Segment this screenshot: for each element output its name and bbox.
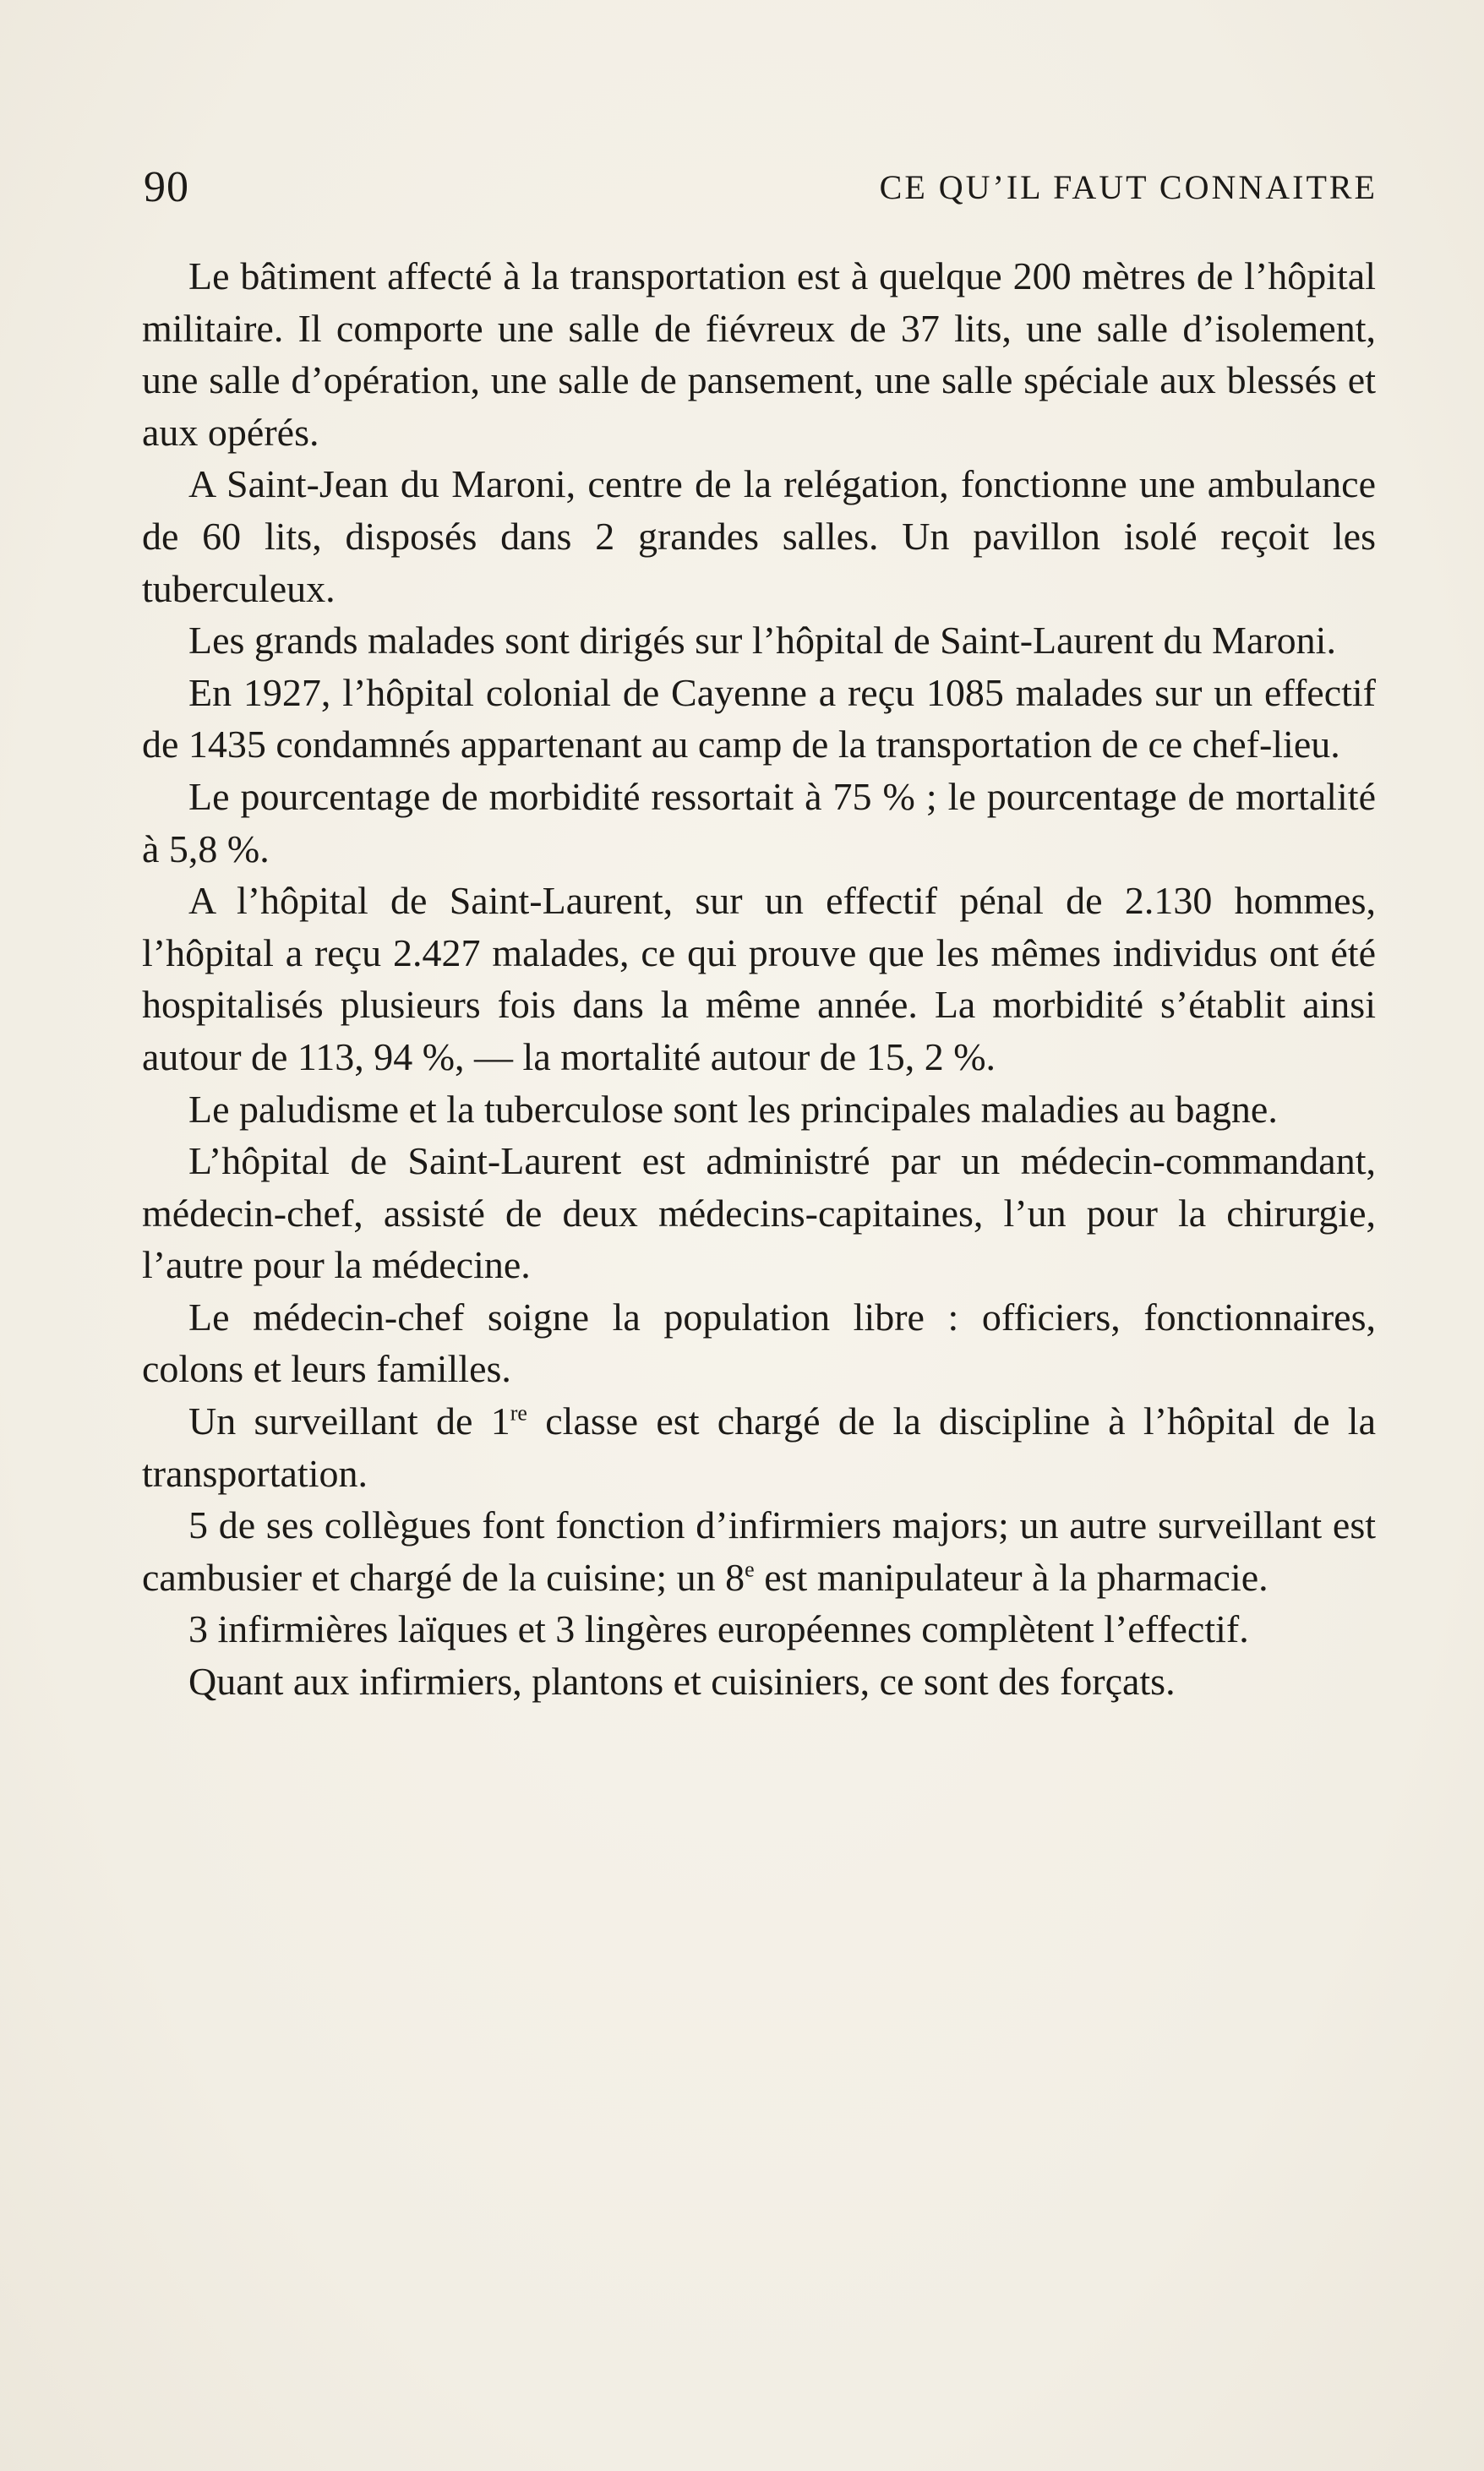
paragraph-text: classe est chargé de la discipline à l’hôpital de la transportation. — [142, 1399, 1377, 1495]
page-header — [144, 162, 1378, 213]
paragraph: L’hôpital de Saint-Laurent est administré par un médecin-commandant, médecin-chef, assisté de deux médecins-capitaines, l’un pour la chirurgie, l’autre pour la médecine. — [142, 1139, 1376, 1287]
paragraph — [142, 1499, 1376, 1603]
paragraph: 3 infirmières laïques et 3 lingères européennes complètent l’effectif. — [188, 1607, 1249, 1651]
paragraph: En 1927, l’hôpital colonial de Cayenne a reçu 1085 malades sur un effectif de 1435 condamnés appartenant au camp de la transportation de ce chef-lieu. — [142, 670, 1376, 766]
paragraph: Le paludisme et la tuberculose sont les principales maladies au bagne. — [188, 1087, 1278, 1131]
paragraph — [142, 1395, 1376, 1499]
paragraph: Le médecin-chef soigne la population libre : officiers, fonctionnaires, colons et leurs familles. — [142, 1295, 1376, 1391]
paragraph-text: est manipulateur à la pharmacie. — [754, 1555, 1268, 1599]
paragraph: Quant aux infirmiers, plantons et cuisiniers, ce sont des forçats. — [188, 1660, 1176, 1704]
ordinal-superscript: re — [510, 1400, 527, 1426]
running-title: CE QU’IL FAUT CONNAITRE — [879, 168, 1378, 206]
paragraph: Le pourcentage de morbidité ressortait à 75 % ; le pourcentage de mortalité à 5,8 %. — [142, 774, 1376, 870]
paragraph: A l’hôpital de Saint-Laurent, sur un effectif pénal de 2.130 hommes, l’hôpital a reçu 2.427 malades, ce qui prouve que les mêmes individus ont été hospitalisés plusieurs fois dans la même année. La morbidité s’établit ainsi autour de 113, 94 %, — la mortalité autour de 15, 2 %. — [142, 879, 1376, 1078]
paragraph-text: 5 de ses collègues font fonction d’infirmiers majors; un autre surveillant est cambusier et chargé de la cuisine; un 8 — [142, 1503, 1376, 1599]
body-text — [142, 250, 1376, 1708]
paragraph: A Saint-Jean du Maroni, centre de la relégation, fonctionne une ambulance de 60 lits, disposés dans 2 grandes salles. Un pavillon isolé reçoit les tuberculeux. — [142, 462, 1376, 610]
ordinal-superscript: e — [745, 1557, 755, 1582]
paragraph-text: Un surveillant de 1 — [188, 1399, 510, 1443]
page-number: 90 — [144, 163, 189, 211]
paragraph: Le bâtiment affecté à la transportation est à quelque 200 mètres de l’hôpital militaire. Il comporte une salle de fiévreux de 37 lits, une salle d’isolement, une salle d’opération, une salle de pansement, une salle spéciale aux blessés et aux opérés. — [142, 254, 1376, 454]
paragraph: Les grands malades sont dirigés sur l’hôpital de Saint-Laurent du Maroni. — [188, 619, 1336, 663]
